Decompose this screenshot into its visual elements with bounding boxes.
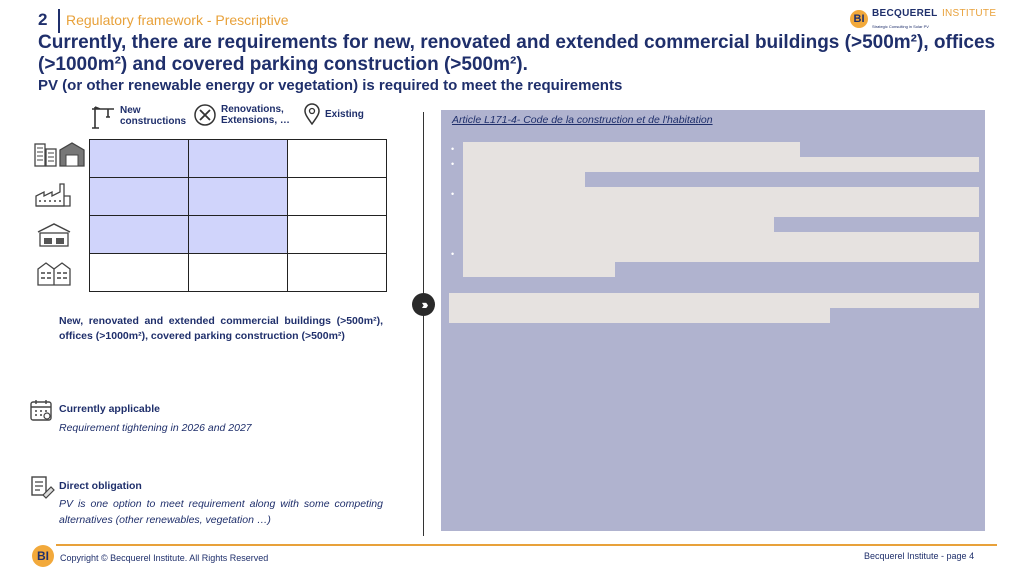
column-renovations-line2: Extensions, … bbox=[221, 115, 290, 126]
logo-brand-suffix: INSTITUTE bbox=[941, 7, 997, 19]
bullet-icon: • bbox=[451, 159, 455, 169]
article-panel bbox=[441, 110, 985, 531]
column-renovations-line1: Renovations, bbox=[221, 104, 284, 115]
matrix-row-industrial bbox=[90, 178, 387, 216]
bullet-icon: • bbox=[451, 144, 455, 154]
matrix-cell bbox=[288, 140, 387, 178]
matrix-cell bbox=[189, 216, 288, 254]
redacted-text bbox=[463, 262, 615, 277]
matrix-cell bbox=[288, 216, 387, 254]
obligation-icon bbox=[29, 475, 55, 499]
bullet-icon: • bbox=[451, 189, 455, 199]
column-header-existing bbox=[303, 103, 364, 125]
tools-icon bbox=[193, 103, 217, 127]
scope-description: New, renovated and extended commercial buildings (>500m²), offices (>1000m²), covered parking construction (>500m²) bbox=[59, 315, 383, 342]
footer-rule bbox=[56, 544, 997, 546]
logo-brand: BECQUEREL bbox=[872, 7, 938, 19]
chevron-right-icon: ››› bbox=[412, 293, 435, 316]
redacted-text bbox=[463, 202, 979, 217]
commercial-buildings-icon bbox=[34, 140, 88, 168]
applicability-text: Requirement tightening in 2026 and 2027 bbox=[59, 422, 252, 434]
redacted-text bbox=[449, 308, 830, 323]
factory-icon bbox=[34, 180, 74, 208]
column-header-renovations bbox=[193, 103, 290, 127]
logo-tagline: Strategic Consulting in Solar PV bbox=[872, 23, 929, 29]
logo-mark: BI bbox=[850, 10, 868, 28]
page-subtitle: PV (or other renewable energy or vegetation) is required to meet the requirements bbox=[38, 77, 623, 94]
article-reference-link[interactable]: Article L171-4- Code de la construction et de l'habitation bbox=[452, 114, 713, 126]
matrix-cell bbox=[288, 254, 387, 292]
column-new-line1: New bbox=[120, 105, 141, 116]
matrix-row-commercial bbox=[90, 140, 387, 178]
bullet-icon: • bbox=[451, 249, 455, 259]
vertical-divider bbox=[423, 112, 424, 536]
applicability-title: Currently applicable bbox=[59, 403, 160, 415]
requirement-matrix bbox=[89, 139, 387, 292]
covered-parking-icon bbox=[34, 220, 74, 248]
redacted-text bbox=[463, 142, 800, 157]
company-logo bbox=[850, 8, 996, 30]
footer-logo: BI bbox=[32, 545, 54, 567]
obligation-text: PV is one option to meet requirement along with some competing alternatives (other renewables, vegetation …) bbox=[59, 498, 383, 526]
crane-icon bbox=[90, 103, 116, 129]
redacted-text bbox=[463, 157, 979, 172]
matrix-row-residential bbox=[90, 254, 387, 292]
matrix-row-parking bbox=[90, 216, 387, 254]
obligation-title: Direct obligation bbox=[59, 480, 142, 492]
section-divider bbox=[58, 9, 60, 33]
copyright-text: Copyright © Becquerel Institute. All Rights Reserved bbox=[60, 553, 269, 563]
redacted-text bbox=[463, 217, 774, 232]
matrix-cell bbox=[288, 178, 387, 216]
redacted-text bbox=[449, 293, 979, 308]
page-title: Currently, there are requirements for new, renovated and extended commercial buildings (>500m²), offices (>1000m²) and covered parking construction (>500m²). bbox=[38, 32, 996, 75]
location-pin-icon bbox=[303, 103, 321, 125]
redacted-text bbox=[463, 232, 979, 247]
matrix-cell bbox=[189, 178, 288, 216]
matrix-cell bbox=[189, 254, 288, 292]
redacted-text bbox=[463, 247, 979, 262]
matrix-cell bbox=[189, 140, 288, 178]
residential-icon bbox=[34, 259, 74, 287]
page-number: Becquerel Institute - page 4 bbox=[864, 551, 975, 561]
calendar-icon bbox=[29, 398, 53, 422]
matrix-cell bbox=[90, 254, 189, 292]
redacted-text bbox=[463, 187, 979, 202]
section-label: Regulatory framework - Prescriptive bbox=[66, 12, 289, 28]
redacted-text bbox=[463, 172, 585, 187]
matrix-cell bbox=[90, 178, 189, 216]
section-number: 2 bbox=[38, 10, 48, 29]
column-new-line2: constructions bbox=[120, 116, 187, 127]
matrix-cell bbox=[90, 216, 189, 254]
column-header-new bbox=[90, 103, 186, 129]
matrix-cell bbox=[90, 140, 189, 178]
column-existing-label: Existing bbox=[325, 108, 364, 120]
